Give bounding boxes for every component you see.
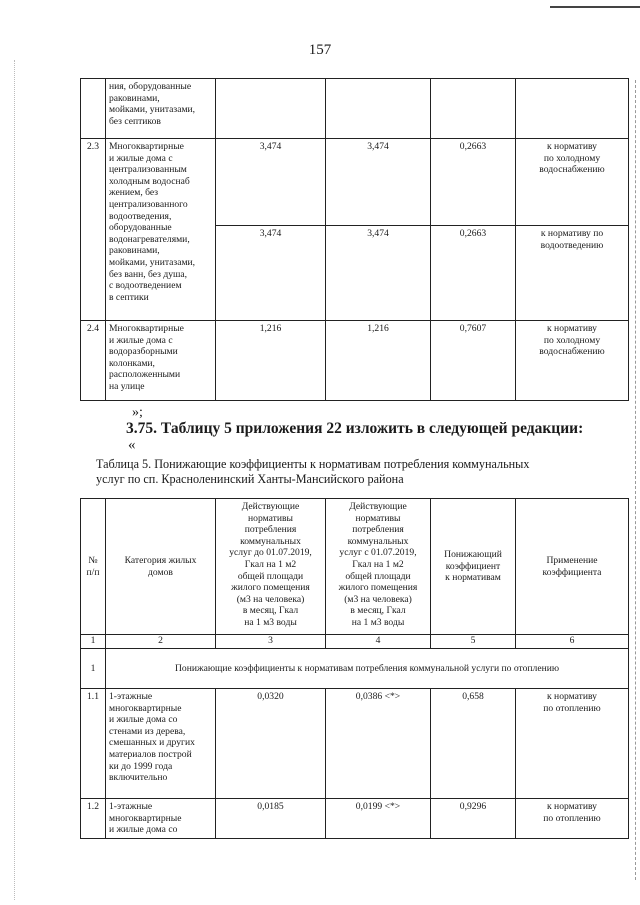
coefficient-cell: 0,2663 (431, 139, 516, 226)
value-before-cell: 0,0320 (216, 689, 326, 799)
application-cell: к нормативу по холодному водоснабжению (516, 321, 629, 401)
column-number: 1 (81, 635, 106, 649)
application-cell: к нормативу по отоплению (516, 689, 629, 799)
row-number (81, 79, 106, 139)
row-number: 1.2 (81, 799, 106, 839)
caption-line-2: услуг по сп. Красноленинский Ханты-Мансийского района (96, 472, 404, 486)
opening-quote: « (128, 437, 136, 453)
table-row (81, 689, 629, 799)
table-row (81, 799, 629, 839)
table-5 (80, 498, 629, 839)
header-norm-after: Действующие нормативы потребления коммунальных услуг с 01.07.2019, Гкал на 1 м2 общей площади жилого помещения (м3 на человека) в месяц, Гкал на 1 м3 воды (326, 499, 431, 635)
scan-right-edge (635, 80, 637, 880)
value-before-cell (216, 79, 326, 139)
section-heading: 3.75. Таблицу 5 приложения 22 изложить в следующей редакции: (126, 420, 584, 437)
group-title: Понижающие коэффициенты к нормативам потребления коммунальной услуги по отоплению (106, 649, 629, 689)
column-number: 3 (216, 635, 326, 649)
category-cell: 1-этажные многоквартирные и жилые дома со (106, 799, 216, 839)
table-row (81, 79, 629, 139)
scan-left-edge (14, 60, 16, 900)
header-category: Категория жилых домов (106, 499, 216, 635)
column-number: 2 (106, 635, 216, 649)
value-before-cell: 3,474 (216, 139, 326, 226)
coefficient-cell: 0,9296 (431, 799, 516, 839)
header-norm-before: Действующие нормативы потребления коммунальных услуг до 01.07.2019, Гкал на 1 м2 общей площади жилого помещения (м3 на человека) в месяц, Гкал на 1 м3 воды (216, 499, 326, 635)
table-row (81, 321, 629, 401)
application-cell: к нормативу по холодному водоснабжению (516, 139, 629, 226)
application-cell: к нормативу по водоотведению (516, 226, 629, 321)
value-after-cell: 0,0199 <*> (326, 799, 431, 839)
continuation-table (80, 78, 629, 401)
value-after-cell (326, 79, 431, 139)
value-after-cell: 3,474 (326, 139, 431, 226)
category-cell: 1-этажные многоквартирные и жилые дома со стенами из дерева, смешанных и других материалов построй ки до 1999 года включительно (106, 689, 216, 799)
table-row (81, 139, 629, 226)
category-cell: Многоквартирные и жилые дома с централизованным холодным водоснаб жением, без централизованного водоотведения, оборудованные водонагревателями, раковинами, мойками, унитазами, без ванн, без душа, с водоотведением в септики (106, 139, 216, 321)
header-coefficient: Понижающий коэффициент к нормативам (431, 499, 516, 635)
coefficient-cell: 0,7607 (431, 321, 516, 401)
column-number: 4 (326, 635, 431, 649)
coefficient-cell: 0,658 (431, 689, 516, 799)
coefficient-cell (431, 79, 516, 139)
group-number: 1 (81, 649, 106, 689)
category-cell: Многоквартирные и жилые дома с водоразборными колонками, расположенными на улице (106, 321, 216, 401)
header-row (81, 499, 629, 635)
value-after-cell: 0,0386 <*> (326, 689, 431, 799)
column-number: 5 (431, 635, 516, 649)
header-number: № п/п (81, 499, 106, 635)
row-number: 2.4 (81, 321, 106, 401)
value-before-cell: 1,216 (216, 321, 326, 401)
table-caption (96, 457, 596, 487)
column-number-row (81, 635, 629, 649)
closing-quote: »; (132, 405, 143, 420)
coefficient-cell: 0,2663 (431, 226, 516, 321)
value-before-cell: 3,474 (216, 226, 326, 321)
application-cell (516, 79, 629, 139)
value-after-cell: 3,474 (326, 226, 431, 321)
application-cell: к нормативу по отоплению (516, 799, 629, 839)
row-number: 2.3 (81, 139, 106, 321)
scan-top-rule (550, 6, 640, 8)
page-number: 157 (308, 42, 332, 58)
header-application: Применение коэффициента (516, 499, 629, 635)
category-cell: ния, оборудованные раковинами, мойками, унитазами, без септиков (106, 79, 216, 139)
column-number: 6 (516, 635, 629, 649)
caption-line-1: Таблица 5. Понижающие коэффициенты к нормативам потребления коммунальных (96, 457, 530, 471)
value-before-cell: 0,0185 (216, 799, 326, 839)
value-after-cell: 1,216 (326, 321, 431, 401)
row-number: 1.1 (81, 689, 106, 799)
group-row (81, 649, 629, 689)
